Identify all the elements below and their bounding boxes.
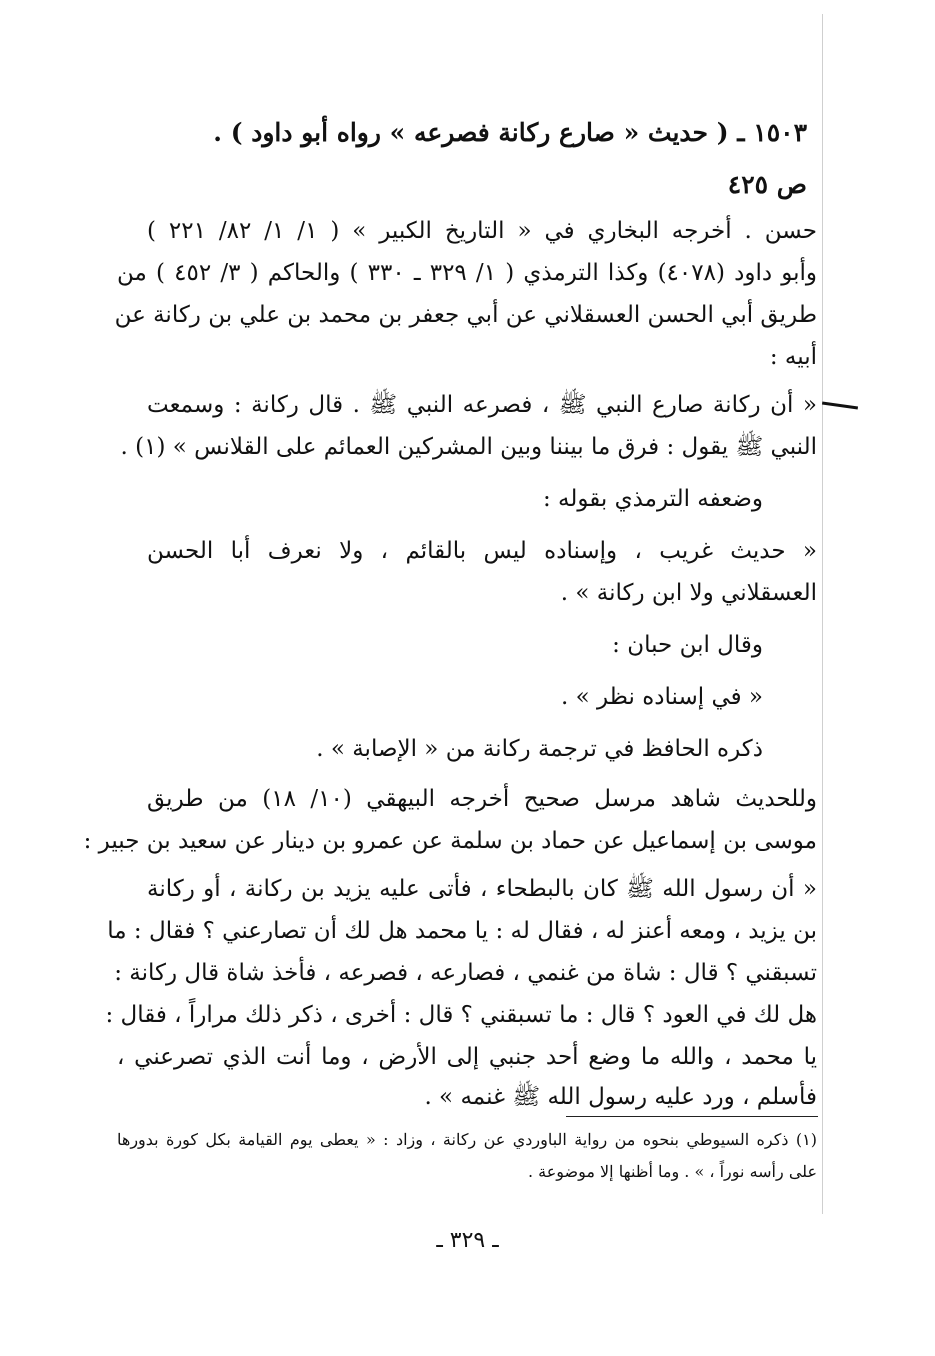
text-line: فأسلم ، ورد عليه رسول الله ﷺ غنمه » . [424,1084,817,1110]
text-line: العسقلاني ولا ابن ركانة » . [560,580,817,606]
text-line: هل لك في العود ؟ قال : ما تسبقني ؟ قال : أخرى ، ذكر ذلك مراراً ، فقال : [105,1002,817,1028]
text-line: وقال ابن حبان : [612,632,763,658]
text-line: موسى بن إسماعيل عن حماد بن سلمة عن عمرو بن دينار عن سعيد بن جبير : [83,828,817,854]
margin-pen-mark [822,402,858,410]
footnote-rule [566,1116,818,1117]
hadith-heading: ١٥٠٣ ـ ( حديث « صارع ركانة فصرعه » رواه أبو داود ) . [213,118,807,147]
text-line: أبيه : [769,344,817,370]
text-line: وأبو داود (٤٠٧٨) وكذا الترمذي ( ١/ ٣٢٩ ـ ٣٣٠ ) والحاكم ( ٣/ ٤٥٢ ) من [117,260,818,286]
text-line: حسن . أخرجه البخاري في « التاريخ الكبير » ( ١/ ١/ ٨٢/ ٢٢١ ) [147,218,817,244]
text-line: « أن رسول الله ﷺ كان بالبطحاء ، فأتى عليه يزيد بن ركانة ، أو ركانة [147,876,817,902]
text-line: « أن ركانة صارع النبي ﷺ ، فصرعه النبي ﷺ . قال ركانة : وسمعت [147,392,817,418]
text-line: النبي ﷺ يقول : فرق ما بيننا وبين المشركين العمائم على القلانس » (١) . [120,434,817,460]
scan-edge-line [822,14,823,1214]
text-line: « في إسناده نظر » . [560,684,763,710]
text-line: تسبقني ؟ قال : شاة من غنمي ، فصارعه ، فصرعه ، فأخذ شاة قال ركانة : [114,960,817,986]
text-line: « حديث غريب ، وإسناده ليس بالقائم ، ولا نعرف أبا الحسن [147,538,817,564]
text-line: وضعفه الترمذي بقوله : [542,486,763,512]
text-line: بن يزيد ، ومعه أعنز له ، فقال له : يا محمد هل لك أن تصارعني ؟ فقال : ما [107,918,817,944]
footnote-line: على رأسه نوراً ، » . وما أظنها إلا موضوعة . [527,1162,817,1181]
text-line: يا محمد ، والله ما وضع أحد جنبي إلى الأرض ، وما أنت الذي تصرعني ، [117,1044,817,1070]
page-reference: ص ٤٢٥ [727,170,807,199]
text-line: وللحديث شاهد مرسل صحيح أخرجه البيهقي (١٠/ ١٨) من طريق [147,786,817,812]
footnote-line: (١) ذكره السيوطي بنحوه من رواية الباوردي عن ركانة ، وزاد : « يعطى يوم القيامة بكل كورة بدورها [117,1130,817,1149]
text-line: ذكره الحافظ في ترجمة ركانة من « الإصابة » . [316,736,763,762]
text-line: طريق أبي الحسن العسقلاني عن أبي جعفر بن محمد بن علي بن ركانة عن [114,302,817,328]
page-number: ـ ٣٢٩ ـ [436,1228,499,1253]
